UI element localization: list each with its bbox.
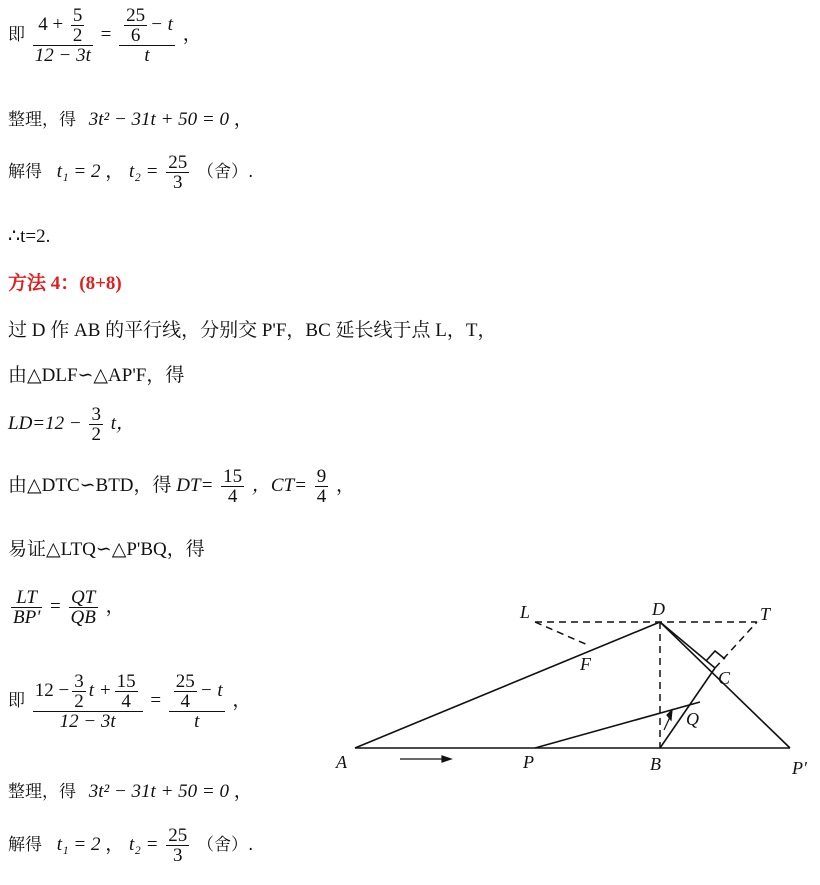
similar-triangle-line-2: 易证△LTQ∽△P'BQ，得 bbox=[8, 539, 205, 560]
geometry-figure bbox=[320, 590, 820, 790]
arrow-small bbox=[664, 717, 670, 730]
method-heading: 方法 4：(8+8) bbox=[8, 273, 122, 294]
label-P-prime: P′ bbox=[792, 758, 807, 778]
fraction-right: $\frac{25}{6}$ − t t bbox=[119, 6, 175, 65]
arrow-head bbox=[442, 756, 451, 762]
label-D: D bbox=[652, 599, 665, 619]
ratio-line: $\frac{LT}{BP'}$ = $\frac{QT}{QB}$ ， bbox=[13, 587, 125, 628]
label-L: L bbox=[520, 602, 531, 622]
label-P: P bbox=[523, 752, 534, 772]
label-F: F bbox=[580, 654, 591, 674]
text-ji: 即 bbox=[8, 24, 25, 45]
equation-line-14: 解得 t₁ = 2 ， t₂ = $\frac{25}{3}$ （舍）. bbox=[8, 825, 254, 866]
equation-line-1: 即 4 + $\frac{5}{2}$ 12 − 3t = $\frac{25}{6}$ − t t ， bbox=[8, 5, 202, 66]
right-angle-mark bbox=[706, 651, 725, 661]
label-T: T bbox=[760, 604, 771, 624]
equation-line-3: 解得 t₁ = 2 ， t₂ = $\frac{25}{3}$ （舍）. bbox=[8, 152, 254, 193]
conclusion-line: ∴t=2. bbox=[8, 226, 51, 247]
equation-line-13: 整理，得 3t² − 31t + 50 = 0 ， bbox=[8, 781, 253, 802]
label-B: B bbox=[650, 754, 661, 774]
equation-line-2: 整理，得 3t² − 31t + 50 = 0 ， bbox=[8, 109, 253, 130]
segment-BC bbox=[660, 668, 715, 748]
ld-line: LD=12 − $\frac{3}{2}$ t， bbox=[8, 404, 135, 445]
similar-triangle-line-1: 由△DLF∽△AP'F，得 bbox=[8, 365, 185, 386]
dt-ct-line: 由△DTC∽BTD，得 DT= $\frac{15}{4}$ ，CT= $\frac{9}{4}$ ， bbox=[8, 466, 355, 507]
fraction-left: 4 + $\frac{5}{2}$ 12 − 3t bbox=[34, 5, 91, 66]
segment-LF bbox=[535, 622, 590, 646]
label-A: A bbox=[336, 752, 347, 772]
equation-line-12: 即 12 − $\frac{3}{2}$ t + $\frac{15}{4}$ 12 − 3t = $\frac{25}{4}$ − t t ， bbox=[8, 671, 252, 732]
segment-CT bbox=[715, 622, 757, 668]
label-C: C bbox=[718, 668, 731, 688]
segment-AD bbox=[355, 622, 660, 748]
construction-line: 过 D 作 AB 的平行线，分别交 P'F，BC 延长线于点 L，T， bbox=[8, 320, 497, 341]
label-Q: Q bbox=[686, 709, 699, 729]
